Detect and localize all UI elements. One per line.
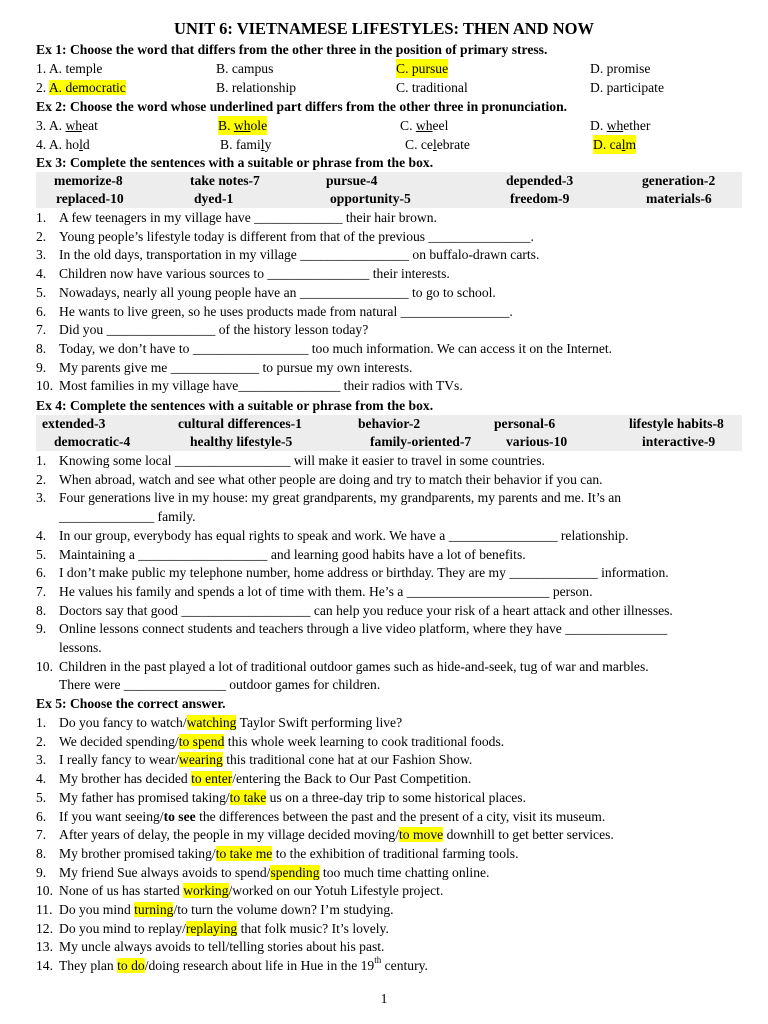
- ex5-item-number: 1.: [36, 715, 47, 730]
- ex4-item: [0, 488, 768, 507]
- ex3-item: [0, 245, 768, 264]
- ex4-item: [0, 545, 768, 564]
- ex4-item-text: In our group, everybody has equal rights to speak and work. We have a ________________ relationship.: [59, 527, 629, 543]
- ex4-item-number: 1.: [36, 453, 47, 468]
- ex5-item-text-part: My uncle always avoids to tell/telling stories about his past.: [59, 939, 385, 955]
- ex5-item-text: [59, 788, 526, 807]
- ex4-item-text: Knowing some local _________________ will make it easier to travel in some countries.: [59, 453, 545, 468]
- ex5-item-text-part: this traditional cone hat at our Fashion Show.: [222, 752, 473, 768]
- ex5-item-text: [59, 844, 518, 863]
- ex5-item: [0, 750, 768, 769]
- ex5-item: [0, 863, 768, 882]
- ex3-item-number: 2.: [36, 228, 47, 244]
- ex1-heading: Ex 1: Choose the word that differs from the other three in the position of primary stress.: [36, 42, 548, 57]
- ex1-q1-option-c: C. pursue: [396, 61, 449, 76]
- ex5-item-text-part: After years of delay, the people in my village decided moving/: [59, 827, 399, 843]
- ex4-item: [0, 526, 768, 545]
- ex3-box-word: dyed-1: [194, 191, 234, 206]
- ex5-item-number: 8.: [36, 845, 47, 861]
- ex4-box-word: cultural differences-1: [178, 416, 302, 431]
- ex1-q2-row: [36, 78, 756, 97]
- ex4-item-number: 3.: [36, 490, 47, 506]
- ex5-item-text: [59, 825, 614, 844]
- ex1-q2-option-c: C. traditional: [396, 80, 468, 95]
- ex4-box-word: family-oriented-7: [370, 434, 472, 449]
- ex5-item-text-part: too much time chatting online.: [319, 864, 490, 880]
- ex3-item-number: 7.: [36, 322, 47, 338]
- ex5-item: [0, 732, 768, 751]
- ex5-item-text: [59, 732, 504, 751]
- page-title: UNIT 6: VIETNAMESE LIFESTYLES: THEN AND NOW: [174, 19, 594, 38]
- ex3-item-text: A few teenagers in my village have _____________ their hair brown.: [59, 210, 437, 225]
- ex3-item-number: 3.: [36, 247, 47, 263]
- ex3-item-number: 8.: [36, 340, 47, 356]
- ex2-q3-row: [36, 116, 756, 135]
- ex4-box-word: democratic-4: [54, 434, 131, 449]
- ex3-item-text: In the old days, transportation in my village ________________ on buffalo-drawn carts.: [59, 247, 540, 263]
- ex2-q3-option-c: C. wheel: [400, 118, 449, 133]
- ex4-item-text: ______________ family.: [59, 509, 196, 525]
- ex5-item: [0, 713, 768, 732]
- ex3-item-text: He wants to live green, so he uses products made from natural ________________.: [59, 303, 513, 319]
- ex4-item-number: 9.: [36, 621, 47, 637]
- ex5-item-text: [59, 713, 402, 732]
- ex4-heading: Ex 4: Complete the sentences with a suitable or phrase from the box.: [36, 398, 434, 413]
- ex5-item-text-part: this whole week learning to cook traditional foods.: [224, 733, 505, 749]
- ex5-item-text: [59, 807, 605, 826]
- ex5-item-text-part: that folk music? It’s lovely.: [237, 920, 389, 936]
- ex5-item-number: 3.: [36, 752, 47, 768]
- ex4-box-word: healthy lifestyle-5: [190, 434, 293, 449]
- ex3-box-word: pursue-4: [326, 173, 378, 188]
- ex1-q2-option-d: D. participate: [590, 80, 664, 95]
- ex5-bold-answer: to see: [163, 808, 196, 824]
- ex4-item: [0, 451, 768, 470]
- ex5-item-number: 5.: [36, 789, 47, 805]
- ex3-item-number: 6.: [36, 303, 47, 319]
- ex4-item-number: 4.: [36, 527, 47, 543]
- ex5-item-text-part: If you want seeing/: [59, 808, 164, 824]
- ex4-item-number: 5.: [36, 546, 47, 562]
- ex5-highlighted-answer: to take: [229, 789, 267, 805]
- ex5-item-number: 14.: [36, 958, 53, 974]
- ex4-item: [0, 470, 768, 489]
- ex2-q3-option-a: 3. A. wheat: [36, 118, 98, 133]
- ex5-item-number: 6.: [36, 808, 47, 824]
- ex5-item: [0, 937, 768, 956]
- ex5-item-text-part: the differences between the past and the present of a city, visit its museum.: [195, 808, 606, 824]
- ex4-item: [0, 657, 768, 676]
- ex4-item: [0, 619, 768, 638]
- ex1-q1-row: [36, 59, 756, 78]
- ex1-q1-option-b: B. campus: [216, 61, 274, 76]
- ex4-item-text: Maintaining a ___________________ and learning good habits have a lot of benefits.: [59, 546, 526, 562]
- ex3-heading: Ex 3: Complete the sentences with a suitable or phrase from the box.: [36, 155, 434, 170]
- ex1-q2-option-a: A. democratic: [48, 80, 126, 95]
- ex5-item: [0, 807, 768, 826]
- ex3-item-text: Nowadays, nearly all young people have an ________________ to go to school.: [59, 284, 496, 300]
- ex4-box-word: interactive-9: [642, 434, 716, 449]
- ex3-word-box: [36, 172, 742, 208]
- ex3-item: [0, 283, 768, 302]
- ex4-item: [0, 507, 768, 526]
- ex5-highlighted-answer: to take me: [215, 845, 273, 861]
- ex1-q1-option-d: D. promise: [590, 61, 651, 76]
- ex5-item-text: [59, 919, 389, 938]
- ex4-item-number: 10.: [36, 658, 53, 674]
- page-number: 1: [380, 991, 388, 1006]
- ex3-box-word: replaced-10: [56, 191, 124, 206]
- ex5-highlighted-answer: watching: [186, 715, 237, 730]
- ex4-box-word: lifestyle habits-8: [629, 416, 724, 431]
- ex3-box-word: materials-6: [646, 191, 712, 206]
- ex3-item: [0, 358, 768, 377]
- ex4-item-text: Four generations live in my house: my great grandparents, my grandparents, my parents and me. It’s an: [59, 490, 622, 506]
- ex3-item-text: Did you ________________ of the history lesson today?: [59, 322, 369, 338]
- ex4-item: [0, 638, 768, 657]
- ex5-superscript: th: [374, 955, 382, 966]
- ex5-highlighted-answer: to spend: [178, 733, 225, 749]
- ex4-item-number: 7.: [36, 583, 47, 599]
- ex5-highlighted-answer: wearing: [179, 752, 223, 768]
- ex3-item-text: Most families in my village have_______________ their radios with TVs.: [59, 378, 463, 394]
- ex2-q4-option-a: 4. A. hold: [36, 137, 90, 152]
- ex2-q4-option-b: B. family: [220, 137, 272, 152]
- ex5-item-text-part: us on a three-day trip to some historical places.: [266, 789, 526, 805]
- ex5-item-text-part: Taylor Swift performing live?: [236, 715, 403, 730]
- ex5-highlighted-answer: working: [183, 883, 229, 899]
- ex5-item: [0, 919, 768, 938]
- ex2-q4-option-c: C. celebrate: [405, 137, 470, 152]
- ex4-item-text: Doctors say that good ___________________ can help you reduce your risk of a heart attack and other illnesses.: [59, 602, 673, 618]
- ex4-item-number: 6.: [36, 565, 47, 581]
- ex5-item: [0, 825, 768, 844]
- ex5-item-text-part: /worked on our Yotuh Lifestyle project.: [228, 883, 444, 899]
- ex2-q4-option-d: D. calm: [593, 137, 637, 152]
- ex5-item-text-part: to the exhibition of traditional farming tools.: [272, 845, 519, 861]
- ex5-heading: Ex 5: Choose the correct answer.: [36, 696, 226, 711]
- ex5-item-text: [59, 863, 489, 882]
- ex4-item-text: I don’t make public my telephone number, home address or birthday. They are my _____________ information.: [59, 565, 669, 581]
- ex5-item-text-part: Do you mind to replay/: [59, 920, 186, 936]
- ex5-highlighted-answer: turning: [134, 902, 174, 917]
- ex4-item-text: There were _______________ outdoor games for children.: [59, 677, 381, 693]
- ex3-item-number: 5.: [36, 284, 47, 300]
- ex5-item-text-part: We decided spending/: [59, 733, 179, 749]
- ex5-item-number: 13.: [36, 939, 53, 955]
- ex4-box-word: various-10: [506, 434, 568, 449]
- ex5-item: [0, 844, 768, 863]
- ex5-item-text-part: Do you fancy to watch/: [59, 715, 187, 730]
- ex5-item-text: [59, 769, 471, 788]
- ex4-item-text: When abroad, watch and see what other people are doing and try to match their behavior if you can.: [59, 471, 603, 487]
- ex4-box-word: behavior-2: [358, 416, 421, 431]
- ex5-item: [0, 900, 768, 919]
- ex5-highlighted-answer: to do: [117, 958, 145, 974]
- ex3-item: [0, 339, 768, 358]
- ex5-item-number: 10.: [36, 883, 53, 899]
- ex1-q1-option-a: 1. A. temple: [36, 61, 103, 76]
- ex3-box-word: generation-2: [642, 173, 716, 188]
- ex3-item-text: Today, we don’t have to _________________ too much information. We can access it on the Internet.: [59, 340, 613, 356]
- ex2-q3-option-b: B. whole: [218, 118, 268, 133]
- ex4-item-text: He values his family and spends a lot of time with them. He’s a _____________________ person.: [59, 583, 593, 599]
- ex5-item-text: [59, 956, 428, 975]
- ex4-item: [0, 563, 768, 582]
- ex3-item: [0, 376, 768, 395]
- ex5-item-text: [59, 750, 472, 769]
- ex3-item: [0, 302, 768, 321]
- ex5-item-text-part: They plan: [59, 958, 118, 974]
- ex5-item: [0, 769, 768, 788]
- ex4-item: [0, 675, 768, 694]
- ex4-box-word: extended-3: [42, 416, 106, 431]
- ex5-item-number: 7.: [36, 827, 47, 843]
- ex5-highlighted-answer: to enter: [191, 771, 233, 787]
- ex2-q3-option-d: D. whether: [590, 118, 651, 133]
- ex3-item-text: My parents give me _____________ to pursue my own interests.: [59, 359, 413, 375]
- ex4-item: [0, 582, 768, 601]
- ex3-item-number: 10.: [36, 378, 53, 394]
- ex5-item: [0, 788, 768, 807]
- ex5-highlighted-answer: spending: [270, 864, 320, 880]
- ex2-heading: Ex 2: Choose the word whose underlined part differs from the other three in pronunciation.: [36, 99, 568, 114]
- ex3-item: [0, 264, 768, 283]
- ex5-item-text-part: century.: [381, 958, 428, 974]
- ex3-item-number: 1.: [36, 210, 47, 225]
- ex3-box-word: opportunity-5: [330, 191, 411, 206]
- ex5-item-number: 9.: [36, 864, 47, 880]
- ex5-item-text-part: downhill to get better services.: [443, 827, 614, 843]
- ex5-item-number: 2.: [36, 733, 47, 749]
- ex3-item-number: 9.: [36, 359, 47, 375]
- ex5-item-text-part: None of us has started: [59, 883, 184, 899]
- ex3-box-word: memorize-8: [54, 173, 123, 188]
- ex5-item-text: [59, 900, 394, 919]
- ex4-item-text: Online lessons connect students and teachers through a live video platform, where they have _______________: [59, 621, 668, 637]
- ex4-item-text: Children in the past played a lot of traditional outdoor games such as hide-and-seek, tug of war and marbles.: [59, 658, 649, 674]
- ex3-item: [0, 227, 768, 246]
- ex2-q4-row: [36, 135, 756, 154]
- ex1-q2-number: 2. A. democratic: [36, 80, 126, 95]
- ex5-item-text-part: My brother promised taking/: [59, 845, 216, 861]
- ex4-item-text: lessons.: [59, 640, 102, 655]
- ex5-item-number: 12.: [36, 920, 53, 936]
- ex4-box-word: personal-6: [494, 416, 556, 431]
- ex5-item-text: [59, 937, 384, 956]
- ex5-item-text-part: /doing research about life in Hue in the 19: [144, 958, 375, 974]
- ex5-item-text-part: My friend Sue always avoids to spend/: [59, 864, 271, 880]
- ex5-item-text-part: Do you mind: [59, 902, 135, 917]
- ex4-word-box: [36, 415, 742, 451]
- ex3-box-word: freedom-9: [510, 191, 570, 206]
- ex5-item-text-part: /to turn the volume down? I’m studying.: [173, 902, 394, 917]
- ex3-box-word: take notes-7: [190, 173, 260, 188]
- ex5-item-text-part: My father has promised taking/: [59, 789, 230, 805]
- ex5-item-number: 4.: [36, 771, 47, 787]
- ex5-item: [0, 881, 768, 900]
- ex3-item-number: 4.: [36, 266, 47, 282]
- ex4-item-number: 2.: [36, 471, 47, 487]
- ex5-item-text-part: /entering the Back to Our Past Competition.: [232, 771, 472, 787]
- ex1-q2-option-b: B. relationship: [216, 80, 297, 95]
- ex3-item: [0, 320, 768, 339]
- ex5-highlighted-answer: replaying: [185, 920, 238, 936]
- ex4-item: [0, 601, 768, 620]
- ex3-box-word: depended-3: [506, 173, 574, 188]
- ex3-item-text: Young people’s lifestyle today is different from that of the previous _______________.: [59, 228, 534, 244]
- ex5-item-number: 11.: [36, 902, 53, 917]
- ex5-item-text: [59, 881, 443, 900]
- ex3-item: [0, 208, 768, 227]
- ex5-item-text-part: I really fancy to wear/: [59, 752, 180, 768]
- ex5-item: [0, 956, 768, 975]
- ex3-item-text: Children now have various sources to _______________ their interests.: [59, 266, 450, 282]
- ex4-item-number: 8.: [36, 602, 47, 618]
- ex5-item-text-part: My brother has decided: [59, 771, 192, 787]
- ex5-highlighted-answer: to move: [398, 827, 444, 843]
